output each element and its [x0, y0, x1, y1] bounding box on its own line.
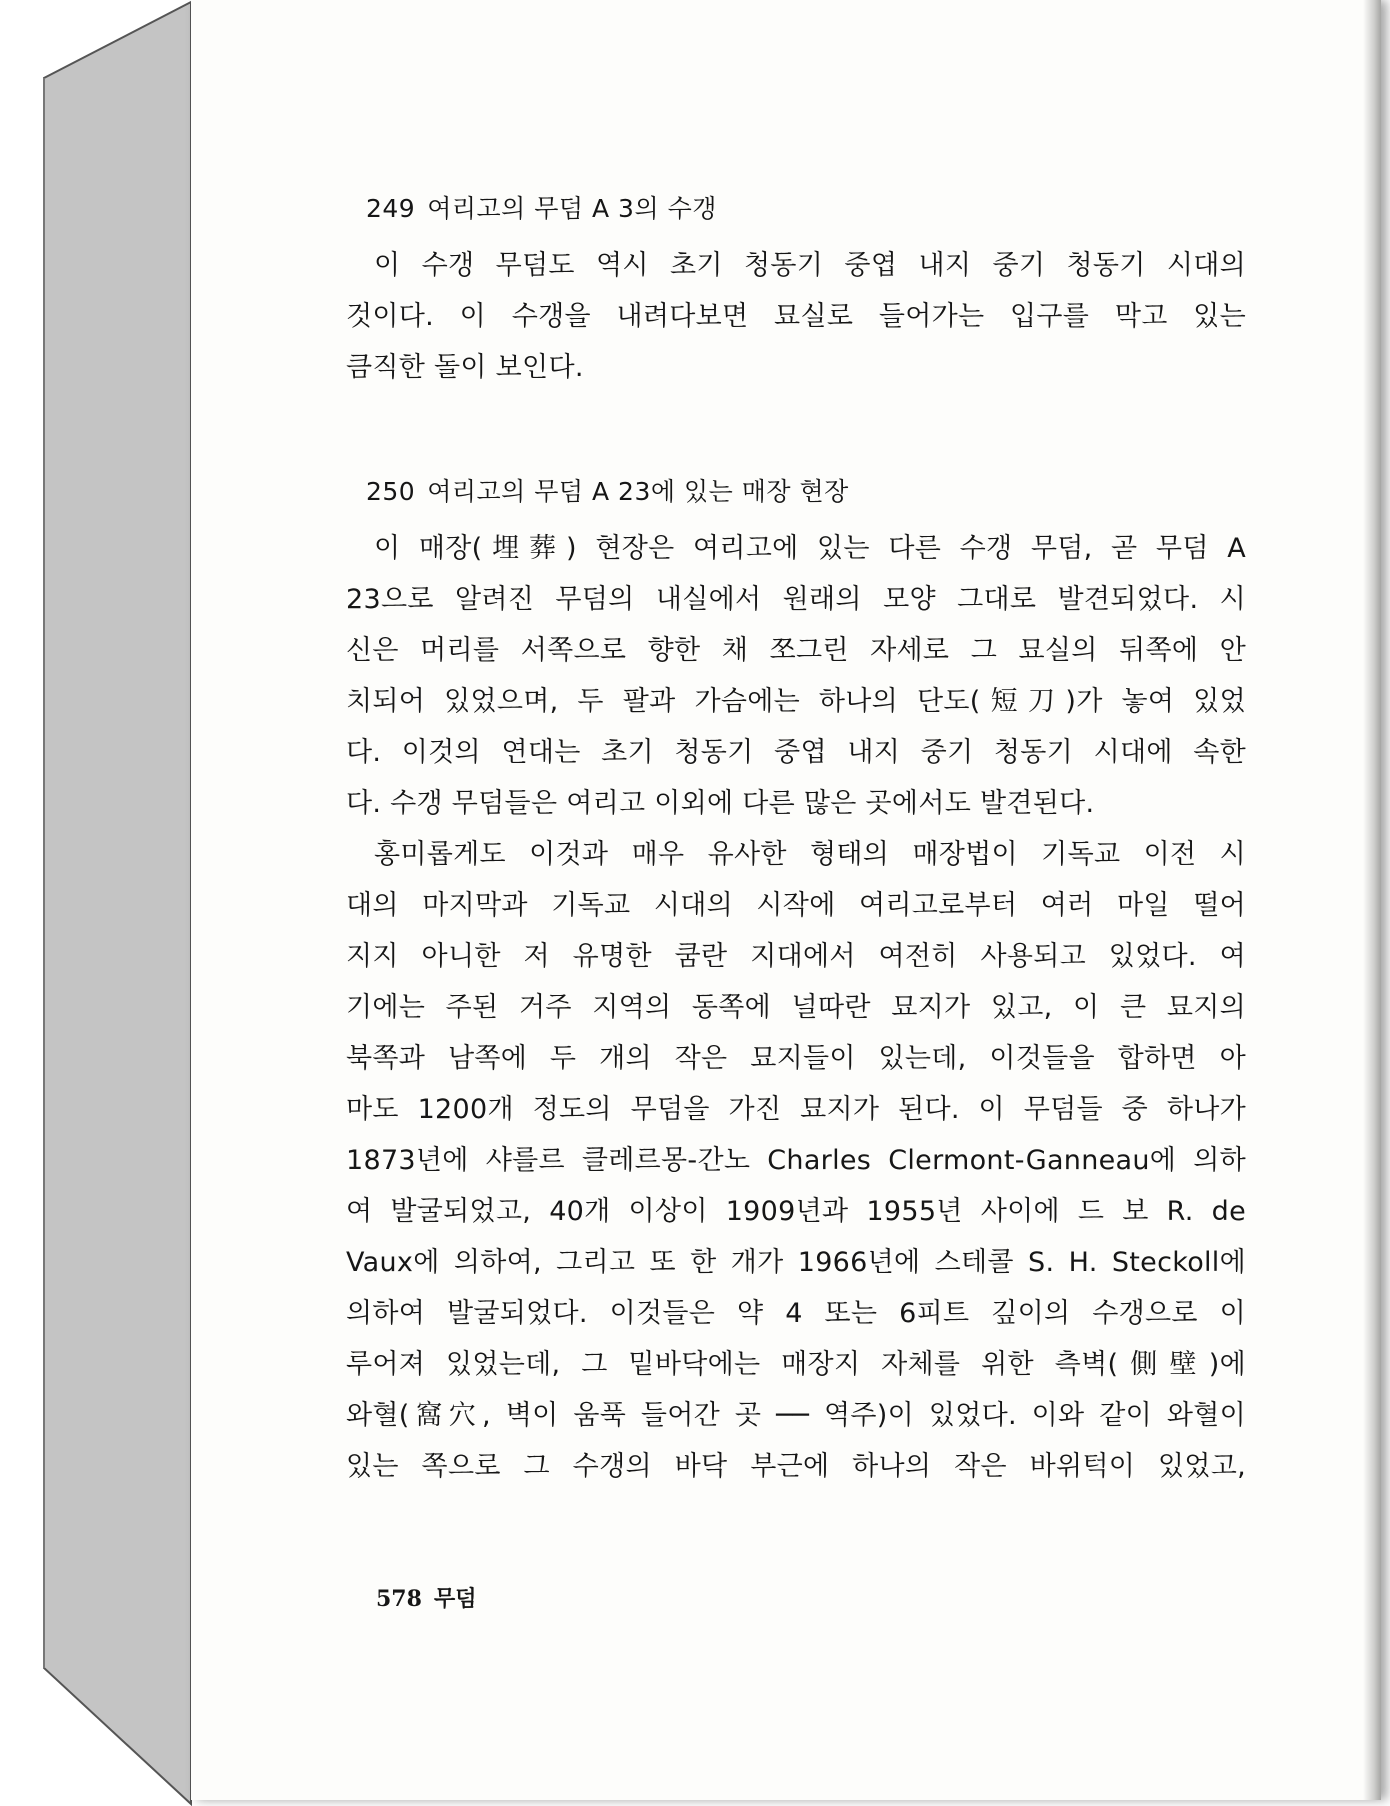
- caption-heading-249: [346, 190, 1246, 228]
- caption-number: 250: [366, 477, 416, 506]
- text-line: 지지 아니한 저 유명한 쿰란 지대에서 여전히 사용되고 있었다. 여: [346, 941, 1246, 972]
- text-line: 의하여 발굴되었다. 이것들은 약 4 또는 6피트 깊이의 수갱으로 이: [346, 1298, 1246, 1329]
- text-line: 1873년에 샤를르 클레르몽-간노 Charles Clermont-Ganneau에 의하: [346, 1145, 1246, 1176]
- text-line: 여 발굴되었고, 40개 이상이 1909년과 1955년 사이에 드 보 R. de: [346, 1196, 1246, 1227]
- text-line: 있는 쪽으로 그 수갱의 바닥 부근에 하나의 작은 바위턱이 있었고,: [346, 1451, 1246, 1482]
- page-edge-shadow: [1363, 0, 1381, 1800]
- page-number: 578: [376, 1586, 422, 1612]
- text-line: Vaux에 의하여, 그리고 또 한 개가 1966년에 스테콜 S. H. Steckoll에: [346, 1247, 1246, 1278]
- text-line: 신은 머리를 서쪽으로 향한 채 쪼그린 자세로 그 묘실의 뒤쪽에 안: [346, 635, 1246, 666]
- caption-number: 249: [366, 194, 416, 223]
- caption-heading-250: [346, 473, 1246, 511]
- text-line: 다. 수갱 무덤들은 여리고 이외에 다른 많은 곳에서도 발견된다.: [346, 788, 1095, 819]
- book-spine: [0, 0, 200, 1806]
- text-line: 23으로 알려진 무덤의 내실에서 원래의 모양 그대로 발견되었다. 시: [346, 584, 1246, 615]
- caption-title: 여리고의 무덤 A 23에 있는 매장 현장: [427, 477, 849, 506]
- text-line: 루어져 있었는데, 그 밑바닥에는 매장지 자체를 위한 측벽(側壁)에: [346, 1349, 1246, 1380]
- caption-body-250: [346, 523, 1246, 1492]
- text-line: 기에는 주된 거주 지역의 동쪽에 널따란 묘지가 있고, 이 큰 묘지의: [346, 992, 1246, 1023]
- caption-body-249: [346, 240, 1246, 393]
- text-line: 대의 마지막과 기독교 시대의 시작에 여리고로부터 여러 마일 떨어: [346, 890, 1246, 921]
- text-line: 이 매장(埋葬) 현장은 여리고에 있는 다른 수갱 무덤, 곧 무덤 A: [374, 533, 1246, 564]
- text-line: 치되어 있었으며, 두 팔과 가슴에는 하나의 단도(短刀)가 놓여 있었: [346, 686, 1246, 717]
- text-line: 북쪽과 남쪽에 두 개의 작은 묘지들이 있는데, 이것들을 합하면 아: [346, 1043, 1246, 1074]
- text-line: 마도 1200개 정도의 무덤을 가진 묘지가 된다. 이 무덤들 중 하나가: [346, 1094, 1246, 1125]
- book-page: [191, 0, 1381, 1800]
- text-line: 홍미롭게도 이것과 매우 유사한 형태의 매장법이 기독교 이전 시: [374, 839, 1246, 870]
- running-title: 무덤: [433, 1586, 477, 1612]
- text-line: 다. 이것의 연대는 초기 청동기 중엽 내지 중기 청동기 시대에 속한: [346, 737, 1246, 768]
- text-line: 큼직한 돌이 보인다.: [346, 352, 584, 383]
- page-content: [346, 190, 1246, 1492]
- text-line: 이 수갱 무덤도 역시 초기 청동기 중엽 내지 중기 청동기 시대의: [374, 250, 1246, 281]
- caption-title: 여리고의 무덤 A 3의 수갱: [427, 194, 717, 223]
- page-footer: [376, 1582, 476, 1613]
- text-line: 것이다. 이 수갱을 내려다보면 묘실로 들어가는 입구를 막고 있는: [346, 301, 1246, 332]
- text-line: 와혈(窩穴, 벽이 움푹 들어간 곳 ── 역주)이 있었다. 이와 같이 와혈이: [346, 1400, 1246, 1431]
